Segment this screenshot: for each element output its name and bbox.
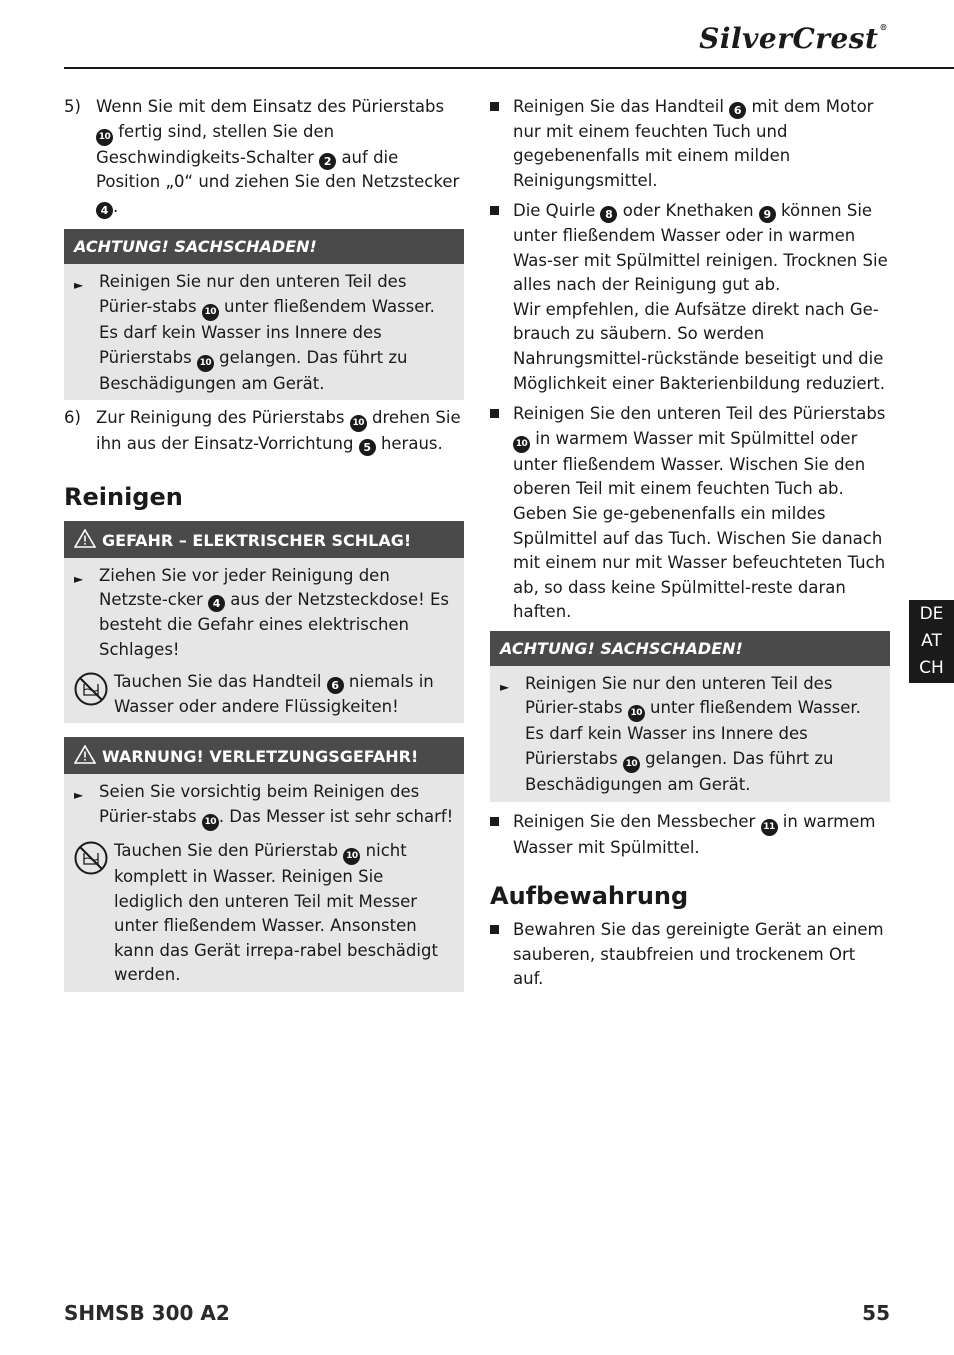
list-item: Reinigen Sie das Handteil 6 mit dem Motor nur mit einem feuchten Tuch und gegebenenfalls mit einem milden Reinigungsmittel. — [490, 95, 890, 193]
no-immersion-icon — [74, 841, 108, 875]
header-rule — [64, 67, 954, 69]
notice-property-damage: ACHTUNG! SACHSCHADEN! ► Reinigen Sie nur den unteren Teil des Pürier-stabs 10 unter fließendem Wasser. Es darf kein Wasser ins Innere des Pürierstabs 10 gelangen. Das führt zu Beschädigungen am Gerät. — [490, 631, 890, 802]
list-item: Reinigen Sie den Messbecher 11 in warmem Wasser mit Spülmittel. — [490, 810, 890, 861]
silvercrest-logo: SilverCrest® — [699, 22, 888, 55]
step-6: 6) Zur Reinigung des Pürierstabs 10 drehen Sie ihn aus der Einsatz-Vorrichtung 5 heraus. — [64, 408, 461, 455]
part-number-badge: 4 — [96, 202, 113, 219]
part-number-badge: 6 — [729, 102, 746, 119]
part-number-badge: 9 — [759, 206, 776, 223]
page-number: 55 — [862, 1301, 890, 1325]
notice-title: ACHTUNG! SACHSCHADEN! — [64, 229, 464, 264]
left-column — [64, 95, 464, 998]
notice-injury-risk: WARNUNG! VERLETZUNGSGEFAHR! ► Seien Sie vorsichtig beim Reinigen des Pürier-stabs 10 . Das Messer ist sehr scharf! Tauchen Sie den Pürierstab 10 nicht komplett in Wasser. Reinigen Sie lediglich den unteren Teil mit Messer unter fließendem Wasser. Ansonsten kann das Gerät irrepa-rabel beschädigt werden. — [64, 737, 464, 992]
section-heading-aufbewahrung: Aufbewahrung — [490, 882, 689, 911]
part-number-badge: 6 — [327, 677, 344, 694]
language-tab: DE AT CH — [909, 600, 954, 683]
square-bullet-icon — [490, 206, 499, 215]
arrow-icon: ► — [74, 278, 84, 293]
arrow-icon: ► — [500, 679, 510, 694]
warning-triangle-icon — [74, 745, 96, 764]
list-item: Die Quirle 8 oder Knethaken 9 können Sie unter fließendem Wasser oder in warmen Was-ser mit Spülmittel reinigen. Trocknen Sie alles nach der Reinigung gut ab. Wir empfehlen, die Aufsätze direkt nach Ge-brauch zu säubern. So werden Nahrungsmittel-rückstände beseitigt und die Möglichkeit einer Bakterienbildung reduziert. — [490, 199, 890, 396]
list-item: Bewahren Sie das gereinigte Gerät an einem sauberen, staubfreien und trockenem Ort auf. — [490, 918, 890, 992]
part-number-badge: 2 — [319, 153, 336, 170]
notice-property-damage: ACHTUNG! SACHSCHADEN! ► Reinigen Sie nur den unteren Teil des Pürier-stabs 10 unter fließendem Wasser. Es darf kein Wasser ins Innere des Pürierstabs 10 gelangen. Das führt zu Beschädigungen am Gerät. — [64, 229, 464, 400]
model-number: SHMSB 300 A2 — [64, 1301, 230, 1325]
part-number-badge: 11 — [761, 819, 778, 836]
part-number-badge: 10 — [628, 705, 645, 722]
part-number-badge: 10 — [96, 129, 113, 146]
part-number-badge: 10 — [202, 814, 219, 831]
notice-title: ACHTUNG! SACHSCHADEN! — [490, 631, 890, 666]
part-number-badge: 10 — [350, 415, 367, 432]
part-number-badge: 4 — [208, 595, 225, 612]
part-number-badge: 10 — [197, 355, 214, 372]
part-number-badge: 8 — [600, 206, 617, 223]
part-number-badge: 10 — [513, 436, 530, 453]
arrow-icon: ► — [74, 571, 84, 586]
list-item: Reinigen Sie den unteren Teil des Pürierstabs 10 in warmem Wasser mit Spülmittel oder unter fließendem Wasser. Wischen Sie den oberen Teil mit einem feuchten Tuch ab. Geben Sie ge-gebenenfalls ein mildes Spülmittel auf das Tuch. Wischen Sie danach mit einem nur mit Wasser befeuchteten Tuch ab, so dass keine Spülmittel-reste daran haften. — [490, 402, 890, 625]
no-immersion-icon — [74, 672, 108, 706]
notice-electric-shock: GEFAHR – ELEKTRISCHER SCHLAG! ► Ziehen Sie vor jeder Reinigung den Netzste-cker 4 aus der Netzsteckdose! Es besteht die Gefahr eines elektrischen Schlages! Tauchen Sie das Handteil 6 niemals in Wasser oder andere Flüssigkeiten! — [64, 521, 464, 724]
notice-title: WARNUNG! VERLETZUNGSGEFAHR! — [64, 737, 464, 774]
square-bullet-icon — [490, 102, 499, 111]
section-heading-reinigen: Reinigen — [64, 482, 183, 511]
part-number-badge: 5 — [359, 439, 376, 456]
square-bullet-icon — [490, 817, 499, 826]
warning-triangle-icon — [74, 529, 96, 548]
square-bullet-icon — [490, 409, 499, 418]
arrow-icon: ► — [74, 788, 84, 803]
right-column — [490, 95, 890, 998]
notice-title: GEFAHR – ELEKTRISCHER SCHLAG! — [64, 521, 464, 558]
square-bullet-icon — [490, 925, 499, 934]
part-number-badge: 10 — [343, 848, 360, 865]
part-number-badge: 10 — [202, 304, 219, 321]
part-number-badge: 10 — [623, 756, 640, 773]
step-5: 5) Wenn Sie mit dem Einsatz des Pürierstabs 10 fertig sind, stellen Sie den Geschwindigkeits-Schalter 2 auf die Position „0“ und ziehen Sie den Netzstecker 4 . — [64, 97, 460, 217]
